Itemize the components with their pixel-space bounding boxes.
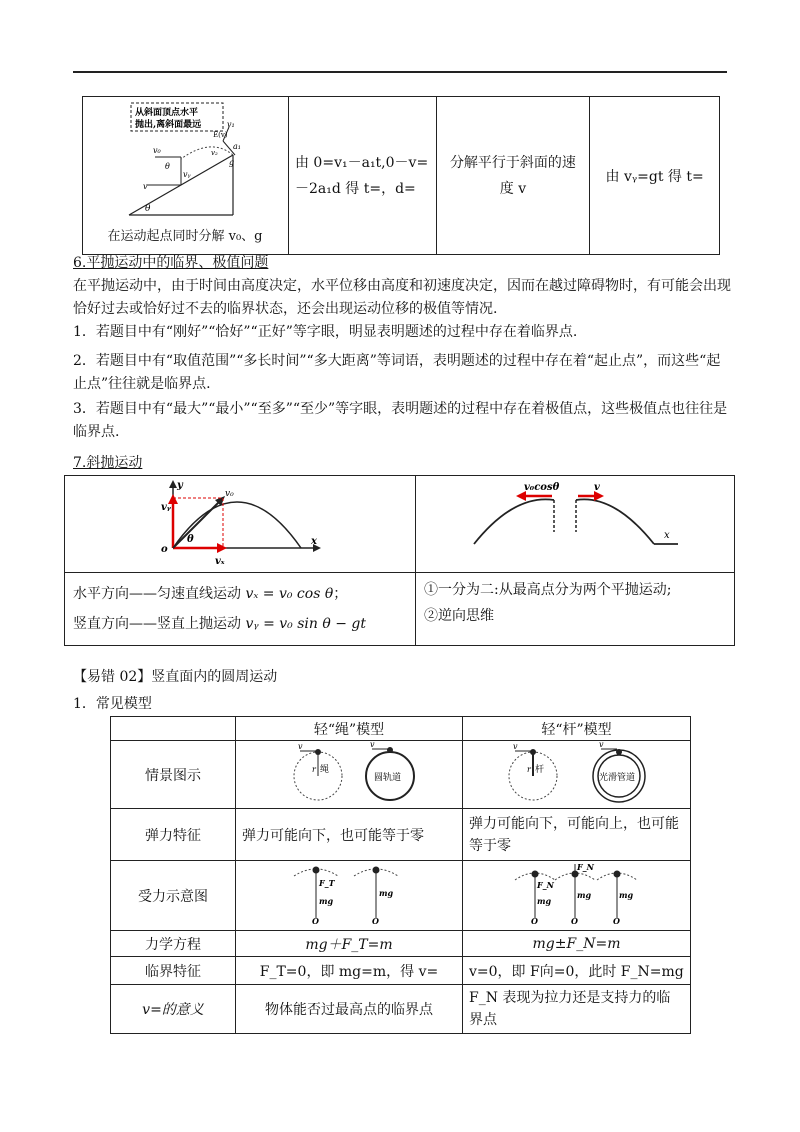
- row-critical-label: 临界特征: [111, 957, 236, 985]
- label-vx: vₓ: [215, 556, 225, 567]
- rope-o-label-2: O: [372, 915, 379, 926]
- label-x: x: [311, 536, 317, 547]
- header-rod: 轻“杆”模型: [463, 717, 691, 741]
- rope-mg-label-1: mg: [319, 895, 334, 906]
- method-2: ②逆向思维: [424, 608, 494, 624]
- rod-elastic: 弹力可能向下，可能向上，也可能等于零: [463, 808, 691, 860]
- method-1: ①一分为二:从最高点分为两个平抛运动;: [424, 582, 672, 598]
- rod-critical: v=0，即 F向=0，此时 F_N=mg: [463, 957, 691, 985]
- header-empty: [111, 717, 236, 741]
- rod-mg-label-3: mg: [619, 889, 634, 900]
- track-v-label: v: [370, 741, 375, 749]
- rope-force-2: [354, 866, 398, 926]
- horizontal-eq-tail: ；: [333, 586, 348, 602]
- cell-oblique-figure: [65, 476, 416, 573]
- label-v0cos: v₀cosθ: [524, 482, 560, 493]
- table-oblique-projectile: [64, 475, 735, 646]
- rod-force: [463, 861, 691, 931]
- rope-elastic: 弹力可能向下，也可能等于零: [236, 808, 463, 860]
- table-incline-projectile: [82, 96, 720, 255]
- vertical-eq: vᵧ = v₀ sin θ − gt: [245, 616, 367, 632]
- rod-fn-label-1: F_N: [537, 879, 554, 890]
- svg-text:E(v): E(v): [213, 131, 228, 139]
- rope-eq: mg＋F_T=m: [236, 930, 463, 956]
- rod-v-label: v: [513, 741, 518, 751]
- label-vy: vᵧ: [161, 502, 171, 513]
- rope-label: 绳: [320, 764, 330, 775]
- svg-text:v₀: v₀: [153, 146, 161, 155]
- rope-o-label-1: O: [312, 915, 319, 926]
- figure-caption: 在运动起点同时分解 v₀、g: [107, 229, 263, 244]
- cell-vy: 由 vᵧ=gt 得 t=: [590, 97, 720, 255]
- tube-v-label: v: [599, 741, 604, 749]
- svg-text:v₂: v₂: [211, 149, 218, 157]
- figure-box-line2: 抛出,离斜面最远: [135, 120, 202, 130]
- row-scene-label: 情景图示: [111, 741, 236, 809]
- cell-components: [65, 573, 416, 646]
- label-o: o: [161, 544, 168, 555]
- rod-scene-figure: [463, 742, 690, 804]
- rope-scene: [236, 741, 463, 809]
- rope-force: [236, 861, 463, 931]
- figure-box-line1: 从斜面顶点水平: [135, 108, 199, 118]
- vertical-text: 竖直方向——竖直上抛运动: [73, 616, 241, 632]
- rope-ft-label: F_T: [319, 877, 335, 888]
- rod-o-label-2: O: [571, 915, 578, 926]
- section6-p4: 3．若题目中有“最大”“最小”“至多”“至少”等字眼，表明题述的过程中存在着极值点，这些极值点也往往是临界点.: [73, 401, 728, 440]
- rod-mg-label-2: mg: [577, 889, 592, 900]
- header-rope: 轻“绳”模型: [236, 717, 463, 741]
- rope-critical: F_T=0，即 mg=m，得 v=: [236, 957, 463, 985]
- vertical-line: [73, 609, 407, 639]
- rod-force-3: [597, 870, 637, 926]
- top-rule: [73, 71, 727, 73]
- cell2-line2: －2a₁d 得 t=，d=: [294, 180, 416, 197]
- rope-scene-figure: [236, 742, 462, 804]
- rod-force-2: [555, 862, 595, 926]
- rod-meaning: F_N 表现为拉力还是支持力的临界点: [463, 985, 691, 1034]
- section6-p3: 2．若题目中有“取值范围”“多长时间”“多大距离”等词语，表明题述的过程中存在着“起止点”，而这些“起止点”往往就是临界点.: [73, 353, 721, 392]
- rod-scene: [463, 741, 691, 809]
- error02-subtitle: 1．常见模型: [73, 696, 152, 712]
- split-figure: [416, 476, 734, 568]
- svg-text:vᵧ: vᵧ: [183, 170, 191, 179]
- svg-text:v: v: [143, 182, 148, 191]
- svg-text:v₁: v₁: [227, 120, 235, 129]
- horizontal-text: 水平方向——匀速直线运动: [73, 586, 241, 602]
- row-eq-label: 力学方程: [111, 930, 236, 956]
- rod-eq: mg±F_N=m: [463, 930, 691, 956]
- cell-deceleration: [288, 97, 436, 255]
- track-label: 圆轨道: [374, 772, 402, 783]
- row-force-label: 受力示意图: [111, 861, 236, 931]
- rod-fn-label-2: F_N: [577, 861, 594, 872]
- rope-mg-label-2: mg: [379, 887, 394, 898]
- svg-text:g: g: [229, 158, 235, 167]
- label-v: v: [594, 482, 600, 493]
- section7-heading: 7.斜抛运动: [73, 455, 143, 471]
- tube-label: 光滑管道: [599, 772, 636, 783]
- cell-split-figure: [416, 476, 735, 573]
- rod-r-label: r: [527, 764, 531, 774]
- row-elastic-label: 弹力特征: [111, 808, 236, 860]
- cell-figure: [83, 97, 289, 255]
- svg-text:θ: θ: [165, 162, 170, 171]
- table-circular-models: [110, 716, 691, 1034]
- rope-meaning: 物体能否过最高点的临界点: [236, 985, 463, 1034]
- rod-force-1: [515, 870, 555, 926]
- rod-force-figure: [463, 862, 690, 926]
- label-y: y: [177, 480, 183, 491]
- row-meaning-label: v=的意义: [111, 985, 236, 1034]
- section6-p1: 在平抛运动中，由于时间由高度决定，水平位移由高度和初速度决定，因而在越过障碍物时，有可能会出现恰好过去或恰好过不去的临界状态，还会出现运动位移的极值等情况.: [73, 278, 731, 317]
- label-v0: v₀: [225, 489, 234, 499]
- section6-heading: 6.平抛运动中的临界、极值问题: [73, 255, 269, 271]
- horizontal-eq: vₓ = v₀ cos θ: [245, 586, 334, 602]
- label-theta: θ: [187, 534, 194, 545]
- horizontal-line: [73, 579, 407, 609]
- error02-title: 【易错 02】竖直面内的圆周运动: [73, 669, 278, 685]
- svg-text:x: x: [664, 530, 670, 541]
- svg-text:a₁: a₁: [233, 142, 241, 151]
- cell-decompose: 分解平行于斜面的速度 v: [436, 97, 590, 255]
- rod-o-label-1: O: [531, 915, 538, 926]
- rope-r-label: r: [312, 764, 316, 774]
- rope-force-figure: [236, 862, 462, 926]
- rope-v-label: v: [298, 741, 303, 751]
- section6-p2: 1．若题目中有“刚好”“恰好”“正好”等字眼，明显表明题述的过程中存在着临界点.: [73, 324, 578, 340]
- rope-force-1: [294, 866, 338, 926]
- rod-mg-label-1: mg: [537, 895, 552, 906]
- cell2-line1: 由 0=v₁－a₁t,0－v=: [294, 154, 429, 171]
- oblique-figure: [65, 476, 415, 568]
- rod-label: 杆: [535, 764, 545, 775]
- cell-methods: [416, 573, 735, 646]
- rod-o-label-3: O: [613, 915, 620, 926]
- svg-text:θ: θ: [145, 204, 151, 214]
